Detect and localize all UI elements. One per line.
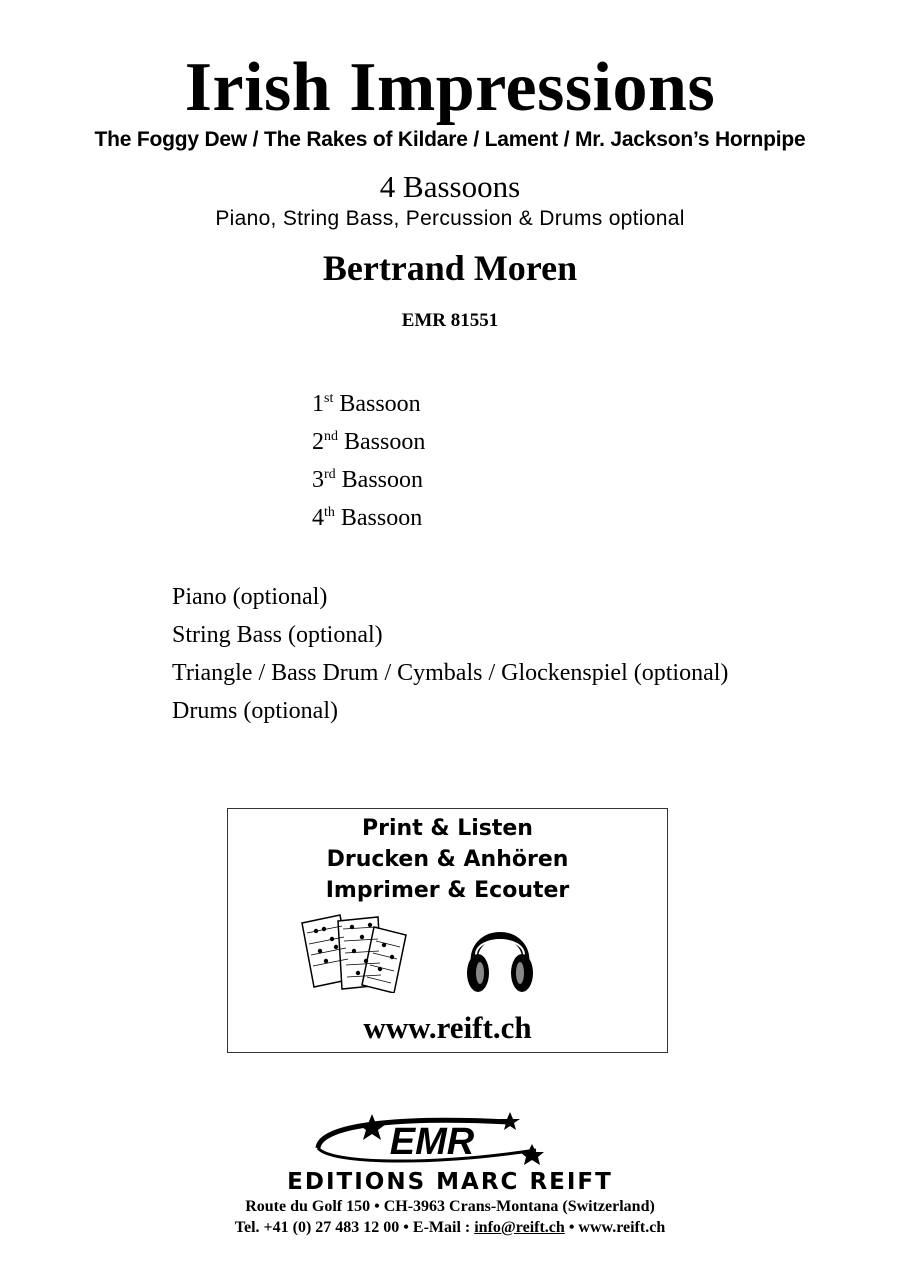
part-item	[312, 425, 425, 463]
optional-part-item: String Bass (optional)	[172, 622, 383, 648]
part-item	[312, 463, 425, 501]
emr-logo	[310, 1108, 550, 1174]
publisher-contact	[0, 1217, 900, 1239]
part-name: Bassoon	[341, 467, 424, 493]
part-item	[312, 387, 425, 425]
optional-scoring: Piano, String Bass, Percussion & Drums optional	[215, 207, 685, 230]
composer: Bertrand Moren	[322, 248, 578, 288]
part-ordinal: nd	[324, 429, 338, 444]
telephone-label: Tel. +41 (0) 27 483 12 00 • E-Mail :	[234, 1219, 475, 1236]
part-number: 2	[312, 429, 324, 455]
part-number: 3	[312, 467, 324, 493]
promo-line-french: Imprimer & Ecouter	[325, 878, 570, 903]
optional-part-item: Piano (optional)	[172, 584, 328, 610]
catalog-number: EMR 81551	[401, 310, 499, 331]
page-title: Irish Impressions	[184, 49, 716, 126]
part-number: 1	[312, 391, 324, 417]
optional-part-item: Triangle / Bass Drum / Cymbals / Glockenspiel (optional)	[172, 660, 729, 686]
optional-parts-list	[172, 579, 728, 731]
part-ordinal: st	[324, 391, 334, 406]
parts-list	[312, 387, 425, 539]
publisher-address: Route du Golf 150 • CH-3963 Crans-Montana (Switzerland)	[245, 1198, 655, 1215]
emr-logo-text: EMR	[389, 1121, 475, 1163]
sheet-music-icon	[298, 913, 413, 993]
part-name: Bassoon	[344, 429, 426, 455]
promo-url[interactable]: www.reift.ch	[363, 1010, 532, 1045]
part-ordinal: th	[324, 505, 335, 520]
publisher-name: EDITIONS MARC REIFT	[287, 1169, 613, 1195]
headphones-icon	[466, 917, 534, 997]
scoring: 4 Bassoons	[379, 169, 521, 204]
promo-line-english: Print & Listen	[362, 816, 533, 841]
print-and-listen-box	[227, 808, 668, 1053]
email-link[interactable]: info@reift.ch	[474, 1219, 565, 1236]
part-item	[312, 501, 425, 539]
promo-line-german: Drucken & Anhören	[326, 847, 569, 872]
part-ordinal: rd	[324, 467, 336, 482]
part-name: Bassoon	[340, 505, 423, 531]
part-number: 4	[312, 505, 324, 531]
website-text: • www.reift.ch	[564, 1219, 666, 1236]
subtitle: The Foggy Dew / The Rakes of Kildare / Lament / Mr. Jackson’s Hornpipe	[94, 128, 806, 151]
optional-part-item: Drums (optional)	[172, 698, 338, 724]
part-name: Bassoon	[339, 391, 421, 417]
